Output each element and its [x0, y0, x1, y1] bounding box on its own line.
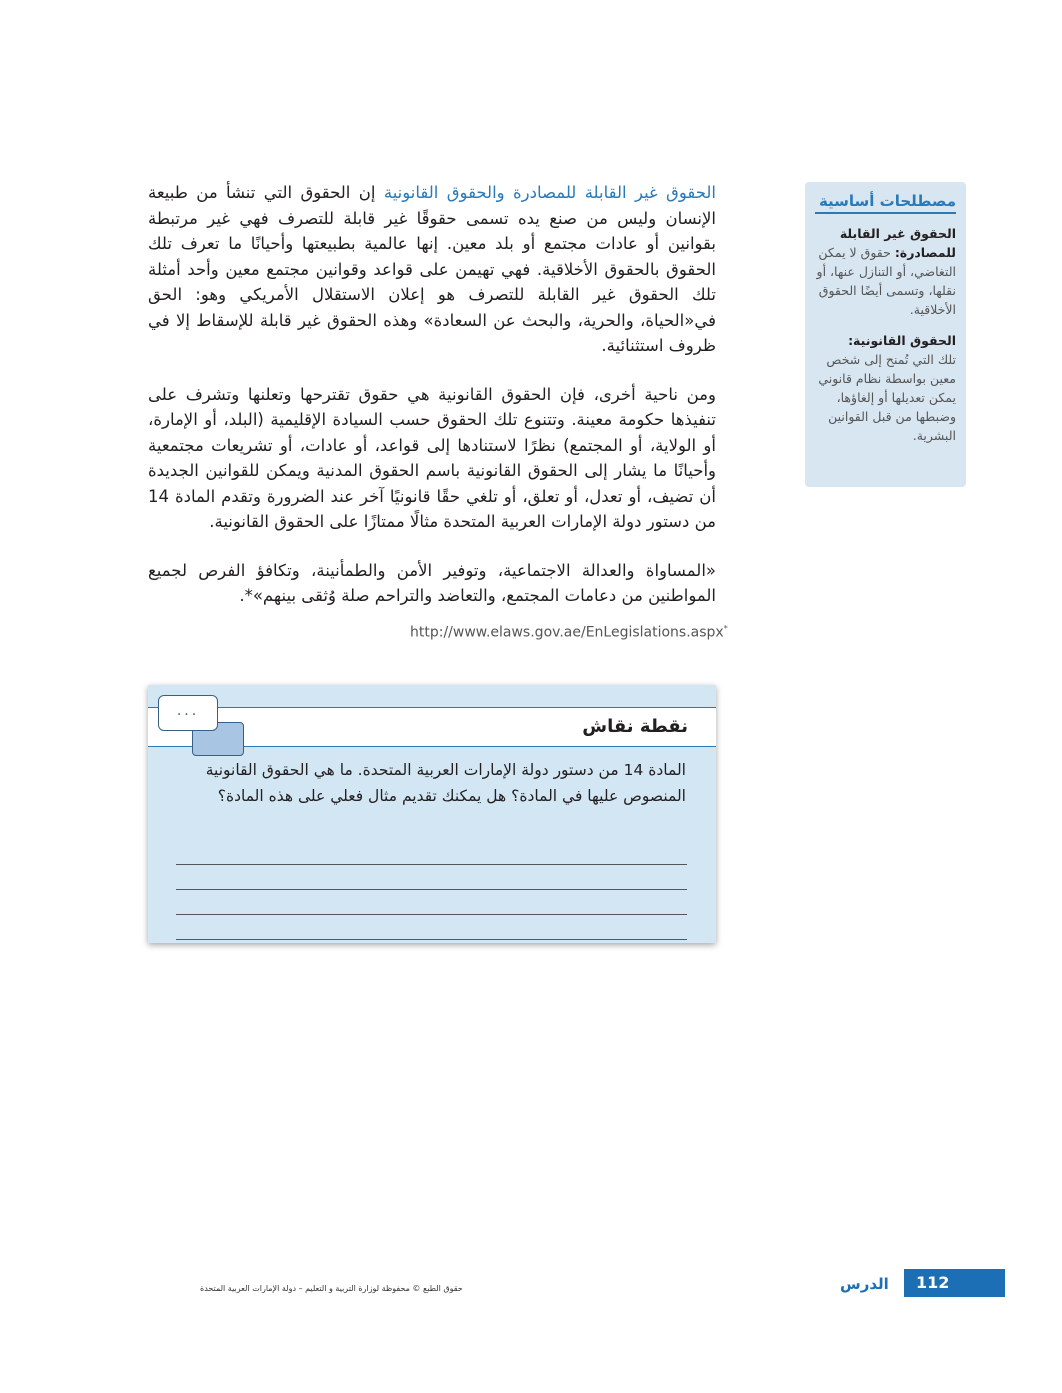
term-1: الحقوق غير القابلة للمصادرة:	[839, 226, 956, 260]
definition-1: حقوق لا يمكن التغاضي، أو التنازل عنها، أو نقلها، وتسمى أيضًا الحقوق الأخلاقية.	[816, 245, 956, 317]
sidebar-body	[805, 214, 966, 445]
paragraph-1-text: إن الحقوق التي تنشأ من طبيعة الإنسان وليس من صنع يده تسمى حقوقًا غير قابلة للتصرف فهي غير مرتبطة بقوانين أو عادات مجتمع أو بلد معين. إنها عالمية بطبيعتها وأحيانًا ما تعرف تلك الحقوق بالحقوق الأخلاقية. فهي تهيمن على قواعد وقوانين مجتمع معين وأحد أمثلة تلك الحقوق غير القابلة للتصرف هو إعلان الاستقلال الأمريكي وهو: الحق في«الحياة، والحرية، والبحث عن السعادة» وهذه الحقوق غير قابلة للإسقاط إلا في ظروف استثنائية.	[148, 183, 716, 355]
term-2: الحقوق القانونية:	[848, 333, 956, 348]
answer-line[interactable]	[176, 840, 687, 865]
main-text	[148, 180, 716, 632]
lesson-label: الدرس	[840, 1275, 889, 1293]
footnote-url[interactable]: http://www.elaws.gov.ae/EnLegislations.aspx	[410, 624, 724, 641]
term-entry-1	[815, 224, 956, 319]
sidebar-title: مصطلحات أساسية	[815, 192, 956, 214]
footnote	[410, 624, 728, 641]
term-entry-2	[815, 331, 956, 445]
chat-bubble-icon: ...	[158, 695, 218, 731]
quote-paragraph: «المساواة والعدالة الاجتماعية، وتوفير الأمن والطمأنينة، وتكافؤ الفرص لجميع المواطنين من دعامات المجتمع، والتعاضد والتراحم صلة وُثقى بينهم»*.	[148, 560, 716, 605]
copyright-notice: حقوق الطبع © محفوظة لوزارة التربية و التعليم – دولة الإمارات العربية المتحدة	[200, 1284, 463, 1293]
paragraph-1	[148, 180, 716, 359]
key-terms-sidebar	[805, 182, 966, 487]
answer-lines[interactable]	[176, 840, 687, 940]
discussion-box	[148, 685, 716, 943]
answer-line[interactable]	[176, 915, 687, 940]
discussion-title: نقطة نقاش	[582, 716, 688, 737]
answer-line[interactable]	[176, 890, 687, 915]
footnote-marker: *	[723, 624, 728, 633]
paragraph-2: ومن ناحية أخرى، فإن الحقوق القانونية هي حقوق تقترحها وتعلنها وتشرف على تنفيذها حكومة معينة. وتتنوع تلك الحقوق حسب السيادة الإقليمية (البلد، أو الإمارة، أو الولاية، أو المجتمع) نظرًا لاستنادها إلى قواعد، أو عادات، أو تشريعات مجتمعية وأحيانًا ما يشار إلى الحقوق القانونية باسم الحقوق المدنية ويمكن للقوانين الجديدة أن تضيف، أو تعدل، أو تعلق، أو تلغي حقًا قانونيًا آخر عند الضرورة وتقدم المادة 14 من دستور دولة الإمارات العربية المتحدة مثالًا ممتازًا على الحقوق القانونية.	[148, 384, 716, 531]
highlighted-terms: الحقوق غير القابلة للمصادرة والحقوق القانونية	[383, 183, 716, 202]
answer-line[interactable]	[176, 865, 687, 890]
definition-2: تلك التي تُمنح إلى شخص معين بواسطة نظام قانوني يمكن تعديلها أو إلغاؤها، وضبطها من قبل القوانين البشرية.	[818, 352, 956, 443]
discussion-question: المادة 14 من دستور دولة الإمارات العربية المتحدة. ما هي الحقوق القانونية المنصوص عليها في المادة؟ هل يمكنك تقديم مثال فعلي على هذه المادة؟	[205, 761, 686, 805]
page-number: 112	[916, 1273, 950, 1292]
